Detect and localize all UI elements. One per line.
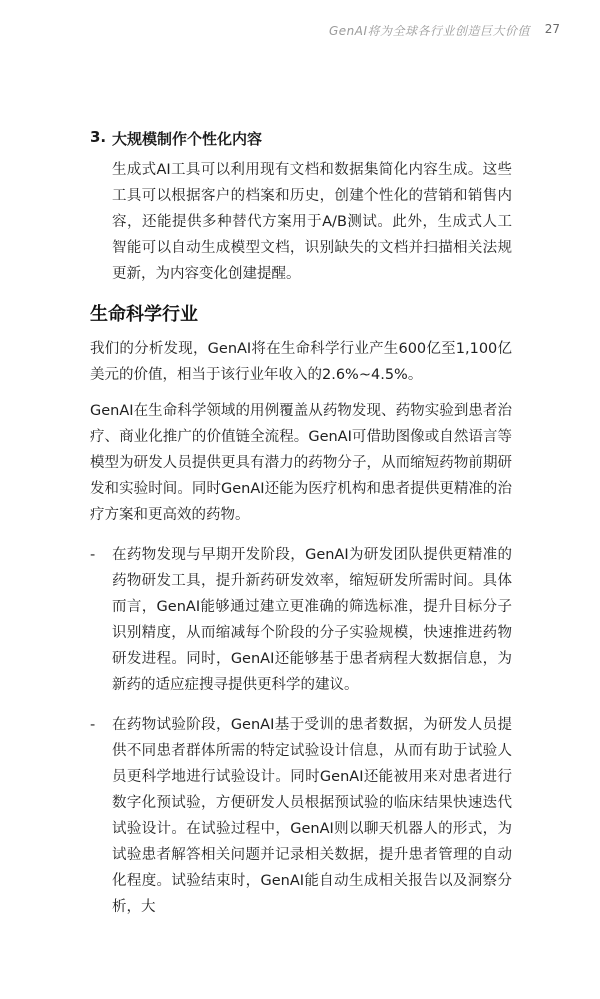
bullet-dash: - <box>90 717 96 733</box>
bullet-drug-trials: 在药物试验阶段，GenAI基于受训的患者数据，为研发人员提供不同患者群体所需的特定试验设计信息，从而有助于试验人员更科学地进行试验设计。同时GenAI还能被用来对患者进行数字化预试验，方便研发人员根据预试验的临床结果快速迭代试验设计。在试验过程中，GenAI则以聊天机器人的形式，为试验患者解答相关问题并记录相关数据，提升患者管理的自动化程度。试验结束时，GenAI能自动生成相关报告以及洞察分析，大 <box>112 717 512 915</box>
section-title: 大规模制作个性化内容 <box>112 130 263 148</box>
life-sciences-heading: 生命科学行业 <box>90 304 198 325</box>
paragraph-value-estimate: 我们的分析发现，GenAI将在生命科学行业产生600亿至1,100亿美元的价值，相当于该行业年收入的2.6%~4.5%。 <box>90 341 512 383</box>
page-number: 27 <box>544 22 560 36</box>
bullet-drug-discovery: 在药物发现与早期开发阶段，GenAI为研发团队提供更精准的药物研发工具，提升新药研发效率，缩短研发所需时间。具体而言，GenAI能够通过建立更准确的筛选标准，提升目标分子识别精度，从而缩减每个阶段的分子实验规模，快速推进药物研发进程。同时，GenAI还能够基于患者病程大数据信息，为新药的适应症搜寻提供更科学的建议。 <box>112 547 512 693</box>
section-number: 3. <box>90 128 107 146</box>
section-body: 生成式AI工具可以利用现有文档和数据集简化内容生成。这些工具可以根据客户的档案和历史，创建个性化的营销和销售内容，还能提供多种替代方案用于A/B测试。此外，生成式人工智能可以自动生成模型文档，识别缺失的文档并扫描相关法规更新，为内容变化创建提醒。 <box>112 162 512 282</box>
paragraph-use-cases: GenAI在生命科学领域的用例覆盖从药物发现、药物实验到患者治疗、商业化推广的价值链全流程。GenAI可借助图像或自然语言等模型为研发人员提供更具有潜力的药物分子，从而缩短药物前期研发和实验时间。同时GenAI还能为医疗机构和患者提供更精准的治疗方案和更高效的药物。 <box>90 403 512 523</box>
running-header: GenAI将为全球各行业创造巨大价值 <box>328 24 530 38</box>
bullet-dash: - <box>90 547 96 563</box>
